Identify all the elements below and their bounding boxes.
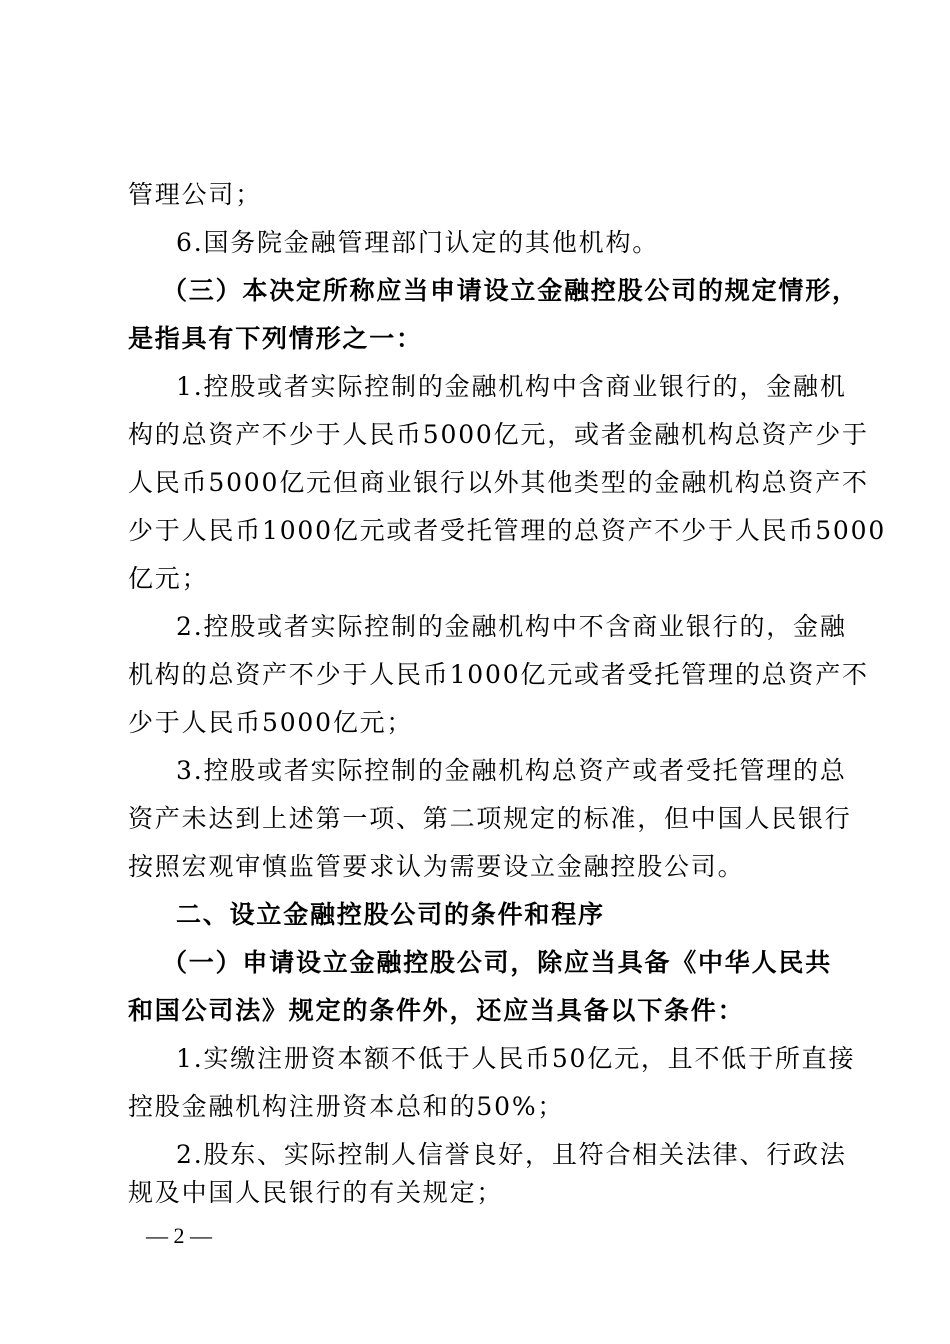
paragraph-line: 管理公司； [128,180,263,209]
paragraph-line: 6.国务院金融管理部门认定的其他机构。 [176,228,660,257]
paragraph-line: 资产未达到上述第一项、第二项规定的标准，但中国人民银行 [128,804,852,833]
paragraph-line: 2.控股或者实际控制的金融机构中不含商业银行的，金融 [176,612,847,641]
section-heading-line: （一）申请设立金融控股公司，除应当具备《中华人民共 [162,948,833,977]
paragraph-line: 人民币5000亿元但商业银行以外其他类型的金融机构总资产不 [128,468,869,497]
paragraph-line: 2.股东、实际控制人信誉良好，且符合相关法律、行政法 [176,1140,847,1169]
paragraph-line: 控股金融机构注册资本总和的50%； [128,1092,565,1121]
paragraph-line: 亿元； [128,564,209,593]
paragraph-line: 1.控股或者实际控制的金融机构中含商业银行的，金融机 [176,372,847,401]
paragraph-line: 构的总资产不少于人民币5000亿元，或者金融机构总资产少于 [128,420,869,449]
paragraph-line: 1.实缴注册资本额不低于人民币50亿元，且不低于所直接 [176,1044,856,1073]
section-heading-line: 和国公司法》规定的条件外，还应当具备以下条件： [128,996,745,1025]
section-heading-line: 是指具有下列情形之一： [128,324,423,353]
paragraph-line: 3.控股或者实际控制的金融机构总资产或者受托管理的总 [176,756,847,785]
section-heading-line: （三）本决定所称应当申请设立金融控股公司的规定情形， [162,276,859,305]
paragraph-line: 机构的总资产不少于人民币1000亿元或者受托管理的总资产不 [128,660,869,689]
paragraph-line: 规及中国人民银行的有关规定； [128,1178,504,1207]
page-number: — 2 — [146,1223,212,1248]
paragraph-line: 少于人民币1000亿元或者受托管理的总资产不少于人民币5000 [128,516,887,545]
chapter-heading: 二、设立金融控股公司的条件和程序 [176,900,605,929]
paragraph-line: 按照宏观审慎监管要求认为需要设立金融控股公司。 [128,852,745,881]
paragraph-line: 少于人民币5000亿元； [128,708,414,737]
